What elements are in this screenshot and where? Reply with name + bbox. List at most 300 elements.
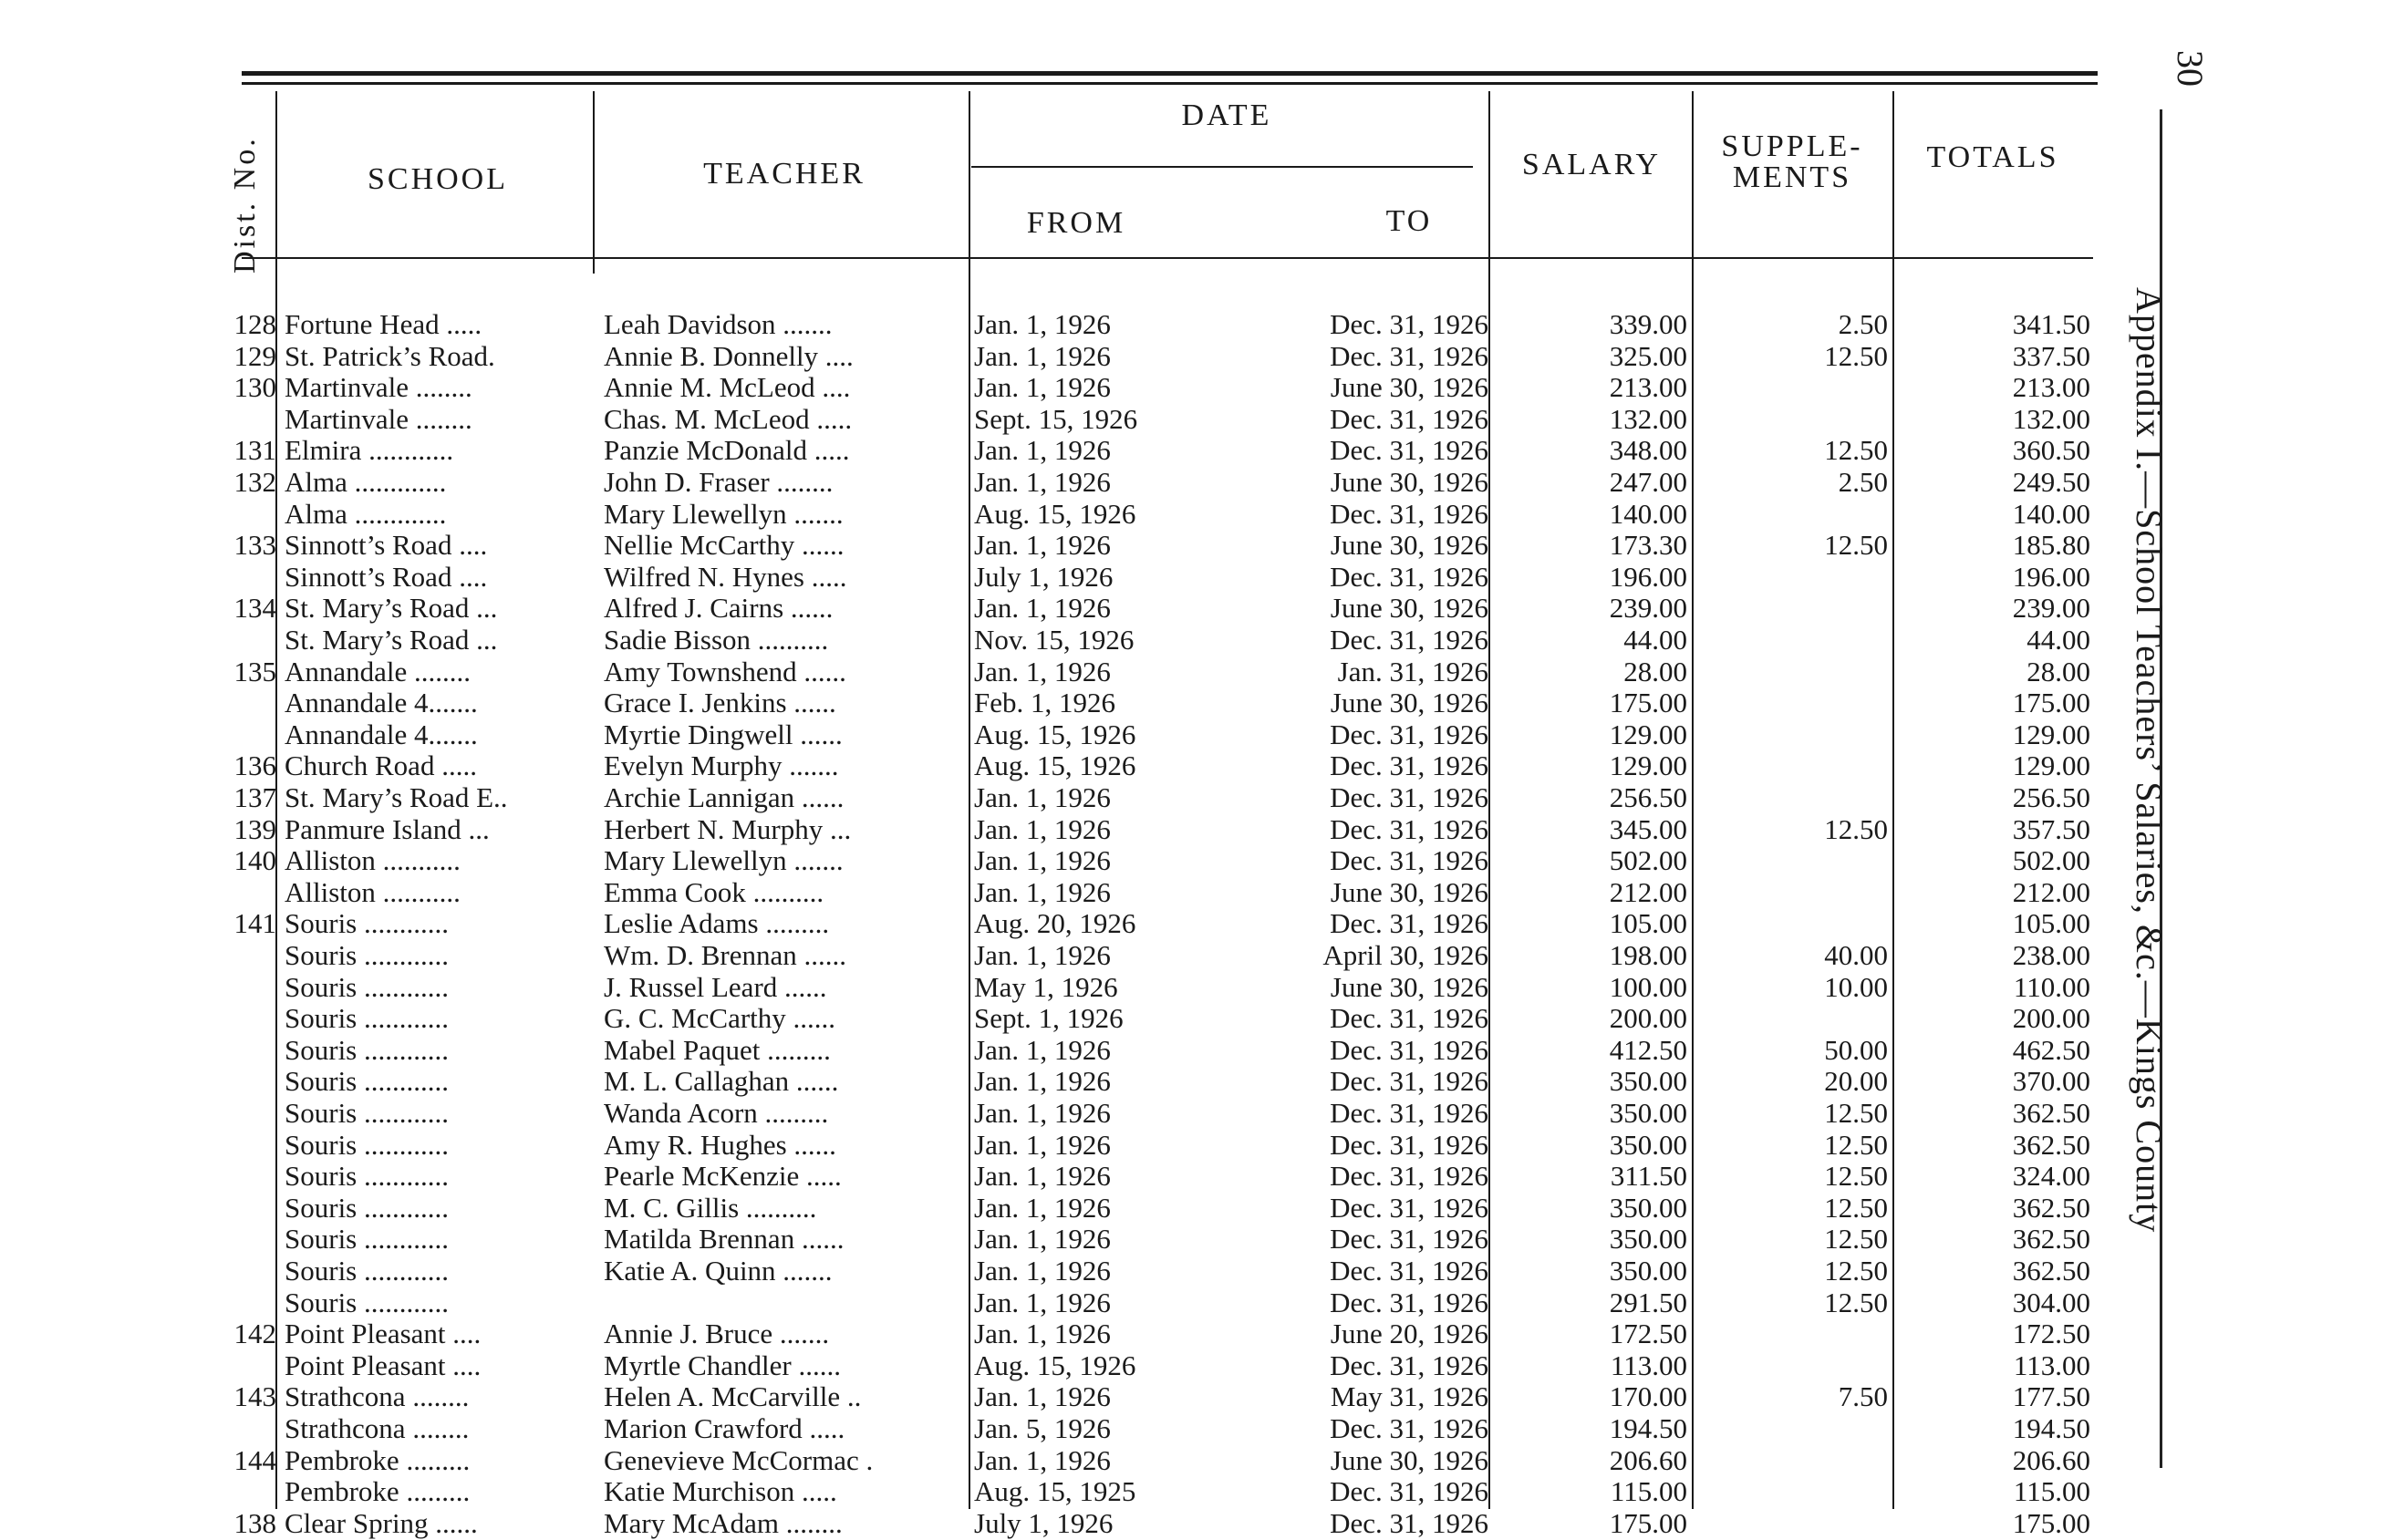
running-title: Appendix I.—School Teachers’ Salaries, &c.—Kings County	[2129, 287, 2170, 1234]
total-cell: 239.00	[2012, 592, 2090, 625]
total-cell: 129.00	[2012, 718, 2090, 750]
date-to-cell: June 20, 1926	[1330, 1318, 1488, 1350]
date-from-cell: July 1, 1926	[974, 560, 1114, 593]
date-to-cell: Dec. 31, 1926	[1330, 1475, 1488, 1508]
date-from-cell: Jan. 1, 1926	[974, 466, 1111, 498]
date-from-cell: Jan. 1, 1926	[974, 1318, 1111, 1350]
teacher-cell: Myrtle Chandler ......	[604, 1349, 842, 1381]
total-cell: 341.50	[2012, 308, 2090, 340]
school-cell: Souris ............	[285, 1128, 449, 1161]
header-totals: TOTALS	[1926, 140, 2059, 174]
date-to-cell: Jan. 31, 1926	[1337, 655, 1488, 687]
salary-cell: 348.00	[1609, 434, 1687, 467]
date-to-cell: Dec. 31, 1926	[1330, 1160, 1488, 1193]
teacher-cell: Mary Llewellyn .......	[604, 497, 844, 530]
dist-no-cell: 130	[233, 371, 276, 404]
supplements-cell: 12.50	[1824, 1128, 1888, 1161]
date-from-cell: Jan. 1, 1926	[974, 655, 1111, 687]
salary-cell: 206.60	[1609, 1443, 1687, 1476]
total-cell: 360.50	[2012, 434, 2090, 467]
salary-cell: 350.00	[1609, 1065, 1687, 1098]
school-cell: Souris ............	[285, 939, 449, 971]
dist-no-cell: 132	[233, 466, 276, 498]
date-to-cell: Dec. 31, 1926	[1330, 718, 1488, 750]
school-cell: Souris ............	[285, 970, 449, 1003]
table-row	[0, 1349, 2189, 1380]
total-cell: 362.50	[2012, 1128, 2090, 1161]
teacher-cell: Mary Llewellyn .......	[604, 844, 844, 877]
salary-cell: 200.00	[1609, 1002, 1687, 1035]
total-cell: 194.50	[2012, 1412, 2090, 1444]
total-cell: 129.00	[2012, 749, 2090, 782]
salary-cell: 44.00	[1623, 624, 1687, 656]
table-row	[0, 971, 2189, 1002]
dist-no-cell: 129	[233, 339, 276, 372]
school-cell: Elmira ............	[285, 434, 454, 467]
teacher-cell: John D. Fraser ........	[604, 466, 834, 498]
teacher-cell: Mabel Paquet .........	[604, 1033, 831, 1066]
teacher-cell: Nellie McCarthy ......	[604, 529, 845, 562]
teacher-cell: Chas. M. McLeod .....	[604, 402, 853, 435]
total-cell: 362.50	[2012, 1255, 2090, 1287]
teacher-cell: Wanda Acorn .........	[604, 1097, 829, 1129]
date-to-cell: Dec. 31, 1926	[1330, 1506, 1488, 1539]
teacher-cell: Emma Cook ..........	[604, 875, 824, 908]
table-row	[0, 1002, 2189, 1033]
supplements-cell: 12.50	[1824, 1160, 1888, 1193]
date-to-cell: Dec. 31, 1926	[1330, 1223, 1488, 1256]
date-to-cell: Dec. 31, 1926	[1330, 812, 1488, 845]
table-row	[0, 1507, 2189, 1538]
date-to-cell: June 30, 1926	[1330, 875, 1488, 908]
table-row	[0, 718, 2189, 749]
salary-cell: 350.00	[1609, 1097, 1687, 1129]
salary-cell: 213.00	[1609, 371, 1687, 404]
date-from-cell: Sept. 1, 1926	[974, 1002, 1124, 1035]
date-from-cell: Jan. 1, 1926	[974, 939, 1111, 971]
total-cell: 110.00	[2013, 970, 2090, 1003]
header-to: TO	[1385, 204, 1433, 238]
header-supplements-1: SUPPLE-	[1721, 129, 1863, 163]
date-to-cell: Dec. 31, 1926	[1330, 1033, 1488, 1066]
date-to-cell: Dec. 31, 1926	[1330, 749, 1488, 782]
table-row	[0, 624, 2189, 655]
school-cell: Martinvale ........	[285, 371, 472, 404]
table-row	[0, 1255, 2189, 1286]
table-row	[0, 1160, 2189, 1191]
school-cell: Annandale ........	[285, 655, 472, 687]
date-from-cell: Nov. 15, 1926	[974, 624, 1135, 656]
teacher-cell: Katie Murchison .....	[604, 1475, 837, 1508]
school-cell: Souris ............	[285, 1191, 449, 1224]
supplements-cell: 12.50	[1824, 434, 1888, 467]
total-cell: 238.00	[2012, 939, 2090, 971]
school-cell: Souris ............	[285, 1255, 449, 1287]
dist-no-cell: 143	[233, 1380, 276, 1413]
supplements-cell: 2.50	[1838, 466, 1888, 498]
table-row	[0, 907, 2189, 938]
date-to-cell: Dec. 31, 1926	[1330, 844, 1488, 877]
date-from-cell: Jan. 1, 1926	[974, 371, 1111, 404]
date-from-cell: Aug. 15, 1925	[974, 1475, 1136, 1508]
date-to-cell: Dec. 31, 1926	[1330, 781, 1488, 813]
date-from-cell: Sept. 15, 1926	[974, 402, 1138, 435]
teacher-cell: Genevieve McCormac .	[604, 1443, 874, 1476]
table-row	[0, 1129, 2189, 1160]
total-cell: 370.00	[2012, 1065, 2090, 1098]
dist-no-cell: 139	[233, 812, 276, 845]
school-cell: Pembroke .........	[285, 1475, 471, 1508]
school-cell: Alliston ...........	[285, 844, 461, 877]
salary-cell: 198.00	[1609, 939, 1687, 971]
total-cell: 249.50	[2012, 466, 2090, 498]
dist-no-cell: 138	[233, 1506, 276, 1539]
total-cell: 357.50	[2012, 812, 2090, 845]
dist-no-cell: 144	[233, 1443, 276, 1476]
supplements-cell: 12.50	[1824, 1191, 1888, 1224]
school-cell: Pembroke .........	[285, 1443, 471, 1476]
school-cell: Panmure Island ...	[285, 812, 490, 845]
supplements-cell: 12.50	[1824, 1255, 1888, 1287]
school-cell: Alma .............	[285, 497, 447, 530]
salary-cell: 172.50	[1609, 1318, 1687, 1350]
date-to-cell: Dec. 31, 1926	[1330, 624, 1488, 656]
school-cell: Point Pleasant ....	[285, 1349, 482, 1381]
date-to-cell: June 30, 1926	[1330, 371, 1488, 404]
dist-no-cell: 133	[233, 529, 276, 562]
header-teacher: TEACHER	[703, 157, 865, 191]
date-from-cell: Jan. 1, 1926	[974, 1065, 1111, 1098]
date-from-cell: Jan. 1, 1926	[974, 1443, 1111, 1476]
teacher-cell: Archie Lannigan ......	[604, 781, 845, 813]
supplements-cell: 12.50	[1824, 1223, 1888, 1256]
supplements-cell: 20.00	[1824, 1065, 1888, 1098]
school-cell: Souris ............	[285, 1065, 449, 1098]
date-from-cell: Feb. 1, 1926	[974, 687, 1115, 719]
date-from-cell: Aug. 20, 1926	[974, 907, 1136, 940]
date-from-cell: Jan. 1, 1926	[974, 875, 1111, 908]
salary-cell: 129.00	[1609, 718, 1687, 750]
date-from-cell: Jan. 1, 1926	[974, 1380, 1111, 1413]
teacher-cell: Evelyn Murphy .......	[604, 749, 839, 782]
table-row	[0, 1192, 2189, 1223]
total-cell: 362.50	[2012, 1097, 2090, 1129]
total-cell: 115.00	[2013, 1475, 2090, 1508]
date-from-cell: July 1, 1926	[974, 1506, 1114, 1539]
teacher-cell: Alfred J. Cairns ......	[604, 592, 834, 625]
school-cell: Clear Spring ......	[285, 1506, 478, 1539]
table-row	[0, 781, 2189, 812]
page-number: 30	[2170, 50, 2211, 87]
header-from: FROM	[1026, 206, 1126, 240]
school-cell: Souris ............	[285, 1286, 449, 1318]
date-to-cell: Dec. 31, 1926	[1330, 1412, 1488, 1444]
teacher-cell: Annie B. Donnelly ....	[604, 339, 854, 372]
date-to-cell: June 30, 1926	[1330, 592, 1488, 625]
school-cell: Annandale 4.......	[285, 687, 478, 719]
school-cell: Souris ............	[285, 1223, 449, 1256]
total-cell: 337.50	[2012, 339, 2090, 372]
school-cell: Souris ............	[285, 1033, 449, 1066]
dist-no-cell: 141	[233, 907, 276, 940]
total-cell: 28.00	[2026, 655, 2090, 687]
school-cell: St. Mary’s Road E..	[285, 781, 508, 813]
table-row	[0, 529, 2189, 560]
salary-cell: 140.00	[1609, 497, 1687, 530]
date-from-cell: Jan. 1, 1926	[974, 1160, 1111, 1193]
table-row	[0, 371, 2189, 402]
supplements-cell: 12.50	[1824, 812, 1888, 845]
date-from-cell: Jan. 1, 1926	[974, 339, 1111, 372]
school-cell: St. Mary’s Road ...	[285, 592, 498, 625]
total-cell: 105.00	[2012, 907, 2090, 940]
teacher-cell: Helen A. McCarville ..	[604, 1380, 862, 1413]
total-cell: 175.00	[2012, 1506, 2090, 1539]
school-cell: Fortune Head .....	[285, 308, 482, 340]
table-row	[0, 1412, 2189, 1443]
table-row	[0, 1475, 2189, 1506]
total-cell: 140.00	[2012, 497, 2090, 530]
header-salary: SALARY	[1521, 148, 1662, 181]
supplements-cell: 50.00	[1824, 1033, 1888, 1066]
total-cell: 44.00	[2026, 624, 2090, 656]
date-from-cell: Aug. 15, 1926	[974, 1349, 1136, 1381]
table-row	[0, 813, 2189, 844]
teacher-cell: Grace I. Jenkins ......	[604, 687, 836, 719]
salary-cell: 113.00	[1610, 1349, 1687, 1381]
salary-cell: 311.50	[1610, 1160, 1687, 1193]
total-cell: 502.00	[2012, 844, 2090, 877]
date-to-cell: Dec. 31, 1926	[1330, 308, 1488, 340]
teacher-cell: Amy Townshend ......	[604, 655, 846, 687]
salary-cell: 350.00	[1609, 1191, 1687, 1224]
salary-cell: 28.00	[1623, 655, 1687, 687]
salary-cell: 339.00	[1609, 308, 1687, 340]
date-from-cell: Jan. 1, 1926	[974, 1286, 1111, 1318]
date-to-cell: Dec. 31, 1926	[1330, 907, 1488, 940]
salary-cell: 105.00	[1609, 907, 1687, 940]
salary-cell: 212.00	[1609, 875, 1687, 908]
dist-no-cell: 142	[233, 1318, 276, 1350]
date-from-cell: Jan. 1, 1926	[974, 844, 1111, 877]
teacher-cell: M. L. Callaghan ......	[604, 1065, 839, 1098]
school-cell: Alliston ...........	[285, 875, 461, 908]
teacher-cell: Pearle McKenzie .....	[604, 1160, 842, 1193]
teacher-cell: Amy R. Hughes ......	[604, 1128, 836, 1161]
school-cell: Souris ............	[285, 907, 449, 940]
total-cell: 113.00	[2013, 1349, 2090, 1381]
school-cell: Sinnott’s Road ....	[285, 529, 488, 562]
supplements-cell: 12.50	[1824, 339, 1888, 372]
teacher-cell: Myrtie Dingwell ......	[604, 718, 843, 750]
date-to-cell: Dec. 31, 1926	[1330, 497, 1488, 530]
date-to-cell: April 30, 1926	[1322, 939, 1488, 971]
salary-cell: 291.50	[1609, 1286, 1687, 1318]
date-to-cell: Dec. 31, 1926	[1330, 402, 1488, 435]
header-supplements-2: MENTS	[1732, 160, 1852, 194]
date-from-cell: Jan. 1, 1926	[974, 1223, 1111, 1256]
teacher-cell: M. C. Gillis ..........	[604, 1191, 817, 1224]
school-cell: Souris ............	[285, 1002, 449, 1035]
salary-cell: 350.00	[1609, 1223, 1687, 1256]
date-from-cell: Jan. 5, 1926	[974, 1412, 1111, 1444]
salary-cell: 173.30	[1609, 529, 1687, 562]
date-from-cell: Jan. 1, 1926	[974, 1128, 1111, 1161]
total-cell: 324.00	[2012, 1160, 2090, 1193]
total-cell: 177.50	[2012, 1380, 2090, 1413]
school-cell: Point Pleasant ....	[285, 1318, 482, 1350]
total-cell: 304.00	[2012, 1286, 2090, 1318]
table-row	[0, 498, 2189, 529]
date-to-cell: Dec. 31, 1926	[1330, 1349, 1488, 1381]
table-row	[0, 876, 2189, 907]
school-cell: Church Road .....	[285, 749, 477, 782]
date-to-cell: Dec. 31, 1926	[1330, 1286, 1488, 1318]
dist-no-cell: 137	[233, 781, 276, 813]
salary-cell: 100.00	[1609, 970, 1687, 1003]
school-cell: Souris ............	[285, 1160, 449, 1193]
salary-cell: 170.00	[1609, 1380, 1687, 1413]
salary-cell: 115.00	[1610, 1475, 1687, 1508]
salary-cell: 256.50	[1609, 781, 1687, 813]
date-to-cell: June 30, 1926	[1330, 529, 1488, 562]
date-to-cell: Dec. 31, 1926	[1330, 1255, 1488, 1287]
total-cell: 206.60	[2012, 1443, 2090, 1476]
date-from-cell: May 1, 1926	[974, 970, 1118, 1003]
teacher-cell: Katie A. Quinn .......	[604, 1255, 833, 1287]
date-from-cell: Aug. 15, 1926	[974, 749, 1136, 782]
supplements-cell: 12.50	[1824, 1097, 1888, 1129]
dist-no-cell: 134	[233, 592, 276, 625]
teacher-cell: Wilfred N. Hynes .....	[604, 560, 847, 593]
table-row	[0, 561, 2189, 592]
salary-cell: 196.00	[1609, 560, 1687, 593]
total-cell: 462.50	[2012, 1033, 2090, 1066]
table-row	[0, 1065, 2189, 1096]
salary-cell: 175.00	[1609, 1506, 1687, 1539]
table-row	[0, 1034, 2189, 1065]
date-from-cell: Jan. 1, 1926	[974, 812, 1111, 845]
date-from-cell: Aug. 15, 1926	[974, 718, 1136, 750]
teacher-cell: G. C. McCarthy ......	[604, 1002, 836, 1035]
salary-cell: 132.00	[1609, 402, 1687, 435]
date-to-cell: Dec. 31, 1926	[1330, 1065, 1488, 1098]
school-cell: Alma .............	[285, 466, 447, 498]
table-row	[0, 939, 2189, 970]
table-row	[0, 340, 2189, 371]
date-to-cell: Dec. 31, 1926	[1330, 434, 1488, 467]
table-row	[0, 403, 2189, 434]
total-cell: 200.00	[2012, 1002, 2090, 1035]
total-cell: 132.00	[2012, 402, 2090, 435]
date-from-cell: Jan. 1, 1926	[974, 1191, 1111, 1224]
dist-no-cell: 136	[233, 749, 276, 782]
teacher-cell: Herbert N. Murphy ...	[604, 812, 852, 845]
date-to-cell: June 30, 1926	[1330, 466, 1488, 498]
salary-cell: 129.00	[1609, 749, 1687, 782]
date-to-cell: Dec. 31, 1926	[1330, 1191, 1488, 1224]
supplements-cell: 7.50	[1838, 1380, 1888, 1413]
total-cell: 362.50	[2012, 1191, 2090, 1224]
date-from-cell: Jan. 1, 1926	[974, 592, 1111, 625]
table-row	[0, 308, 2189, 339]
date-to-cell: Dec. 31, 1926	[1330, 1097, 1488, 1129]
date-from-cell: Jan. 1, 1926	[974, 781, 1111, 813]
school-cell: Martinvale ........	[285, 402, 472, 435]
school-cell: Strathcona ........	[285, 1380, 470, 1413]
table-row	[0, 1223, 2189, 1254]
total-cell: 172.50	[2012, 1318, 2090, 1350]
date-to-cell: June 30, 1926	[1330, 1443, 1488, 1476]
total-cell: 256.50	[2012, 781, 2090, 813]
date-from-cell: Jan. 1, 1926	[974, 1255, 1111, 1287]
date-to-cell: Dec. 31, 1926	[1330, 1002, 1488, 1035]
salary-cell: 194.50	[1609, 1412, 1687, 1444]
total-cell: 175.00	[2012, 687, 2090, 719]
table-row	[0, 1380, 2189, 1411]
table-row	[0, 844, 2189, 875]
school-cell: Souris ............	[285, 1097, 449, 1129]
dist-no-cell: 140	[233, 844, 276, 877]
dist-no-cell: 131	[233, 434, 276, 467]
table-row	[0, 749, 2189, 780]
table-row	[0, 656, 2189, 687]
teacher-cell: Matilda Brennan ......	[604, 1223, 845, 1256]
supplements-cell: 40.00	[1824, 939, 1888, 971]
salary-cell: 502.00	[1609, 844, 1687, 877]
teacher-cell: Annie M. McLeod ....	[604, 371, 851, 404]
total-cell: 196.00	[2012, 560, 2090, 593]
table-row	[0, 466, 2189, 497]
teacher-cell: Panzie McDonald .....	[604, 434, 850, 467]
total-cell: 212.00	[2012, 875, 2090, 908]
table-row	[0, 434, 2189, 465]
date-to-cell: Dec. 31, 1926	[1330, 1128, 1488, 1161]
date-to-cell: Dec. 31, 1926	[1330, 339, 1488, 372]
supplements-cell: 12.50	[1824, 529, 1888, 562]
date-to-cell: May 31, 1926	[1330, 1380, 1488, 1413]
table-row	[0, 1444, 2189, 1475]
school-cell: St. Patrick’s Road.	[285, 339, 495, 372]
table-row	[0, 1097, 2189, 1128]
salary-cell: 247.00	[1609, 466, 1687, 498]
teacher-cell: J. Russel Leard ......	[604, 970, 827, 1003]
date-from-cell: Jan. 1, 1926	[974, 1033, 1111, 1066]
table-row	[0, 687, 2189, 718]
salary-cell: 175.00	[1609, 687, 1687, 719]
total-cell: 362.50	[2012, 1223, 2090, 1256]
table-row	[0, 592, 2189, 623]
teacher-cell: Mary McAdam ........	[604, 1506, 843, 1539]
teacher-cell: Annie J. Bruce .......	[604, 1318, 830, 1350]
salary-cell: 412.50	[1609, 1033, 1687, 1066]
school-cell: Strathcona ........	[285, 1412, 470, 1444]
supplements-cell: 2.50	[1838, 308, 1888, 340]
salary-cell: 345.00	[1609, 812, 1687, 845]
date-to-cell: June 30, 1926	[1330, 970, 1488, 1003]
school-cell: St. Mary’s Road ...	[285, 624, 498, 656]
supplements-cell: 12.50	[1824, 1286, 1888, 1318]
school-cell: Annandale 4.......	[285, 718, 478, 750]
header-dist-no: Dist. No.	[228, 136, 262, 274]
salary-cell: 239.00	[1609, 592, 1687, 625]
salary-cell: 325.00	[1609, 339, 1687, 372]
teacher-cell: Sadie Bisson ..........	[604, 624, 829, 656]
header-date: DATE	[1181, 98, 1272, 132]
salary-cell: 350.00	[1609, 1128, 1687, 1161]
date-to-cell: Dec. 31, 1926	[1330, 560, 1488, 593]
total-cell: 185.80	[2012, 529, 2090, 562]
